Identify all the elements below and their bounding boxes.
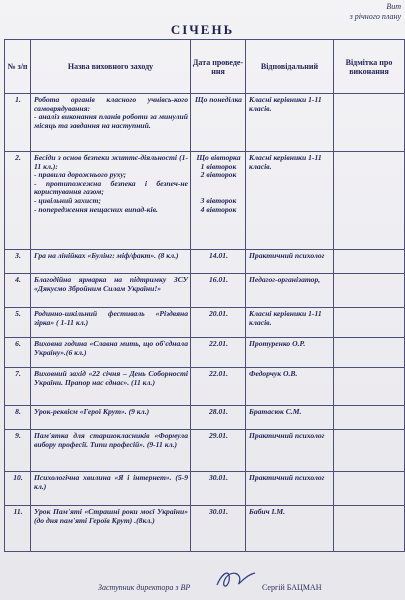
row-event: Благодійна ярмарка на підтримку ЗСУ «Дякуємо Збройним Силам України!» — [31, 274, 191, 308]
table-row — [5, 308, 405, 338]
row-responsible: Класні керівники 1-11 класів. — [246, 152, 334, 250]
corner-note-line-2: з річного плану — [349, 12, 401, 21]
row-mark — [334, 94, 405, 152]
table-row — [5, 506, 405, 552]
row-responsible: Протуренко О.Р. — [246, 338, 334, 368]
row-date: 22.01. — [191, 368, 246, 406]
row-mark — [334, 472, 405, 506]
row-number: 5. — [5, 308, 31, 338]
row-mark — [334, 406, 405, 430]
table-row — [5, 430, 405, 472]
row-responsible: Практичний психолог — [246, 472, 334, 506]
row-number: 7. — [5, 368, 31, 406]
row-mark — [334, 506, 405, 552]
row-event: Урок Пам'яті «Страшні роки моєї України» (до дня пам'яті Героїв Крут) .(8кл.) — [31, 506, 191, 552]
row-number: 11. — [5, 506, 31, 552]
row-responsible: Федорчук О.В. — [246, 368, 334, 406]
row-date: 28.01. — [191, 406, 246, 430]
row-mark — [334, 274, 405, 308]
row-mark — [334, 250, 405, 274]
row-event: Гра на лінійках «Булінг: міф/факт». (8 кл.) — [31, 250, 191, 274]
row-responsible: Практичний психолог — [246, 250, 334, 274]
table-row — [5, 472, 405, 506]
signature-title: Заступник директора з ВР — [98, 583, 191, 592]
col-header-date: Дата проведе-ння — [191, 40, 246, 94]
table-row — [5, 274, 405, 308]
corner-note — [350, 2, 401, 22]
row-date: 20.01. — [191, 308, 246, 338]
row-mark — [334, 338, 405, 368]
col-header-responsible: Відповідальний — [246, 40, 334, 94]
col-header-number: № з/п — [5, 40, 31, 94]
signature-scribble-icon — [213, 567, 259, 593]
row-responsible: Практичний психолог — [246, 430, 334, 472]
row-responsible: Класні керівники 1-11 класів. — [246, 308, 334, 338]
row-date: Що понеділка — [191, 94, 246, 152]
table-row — [5, 94, 405, 152]
row-date: 29.01. — [191, 430, 246, 472]
row-event: Бесіди з основ безпеки життє-діяльності (1-11 кл.): - правила дорожнього руху; - протипожежна безпека і безпеч-не користування газом; - цивільний захист; - попередження нещасних випад-ків. — [31, 152, 191, 250]
month-title: СІЧЕНЬ — [170, 22, 235, 37]
row-mark — [334, 368, 405, 406]
row-event: Робота органів класного учнівсь-кого самоврядування: - аналіз виконання планів роботи за минулий місяць та завдання на наступний. — [31, 94, 191, 152]
row-mark — [334, 430, 405, 472]
row-event: Виховний захід «22 січня – День Соборності України. Прапор нас єднає». (11 кл.) — [31, 368, 191, 406]
row-number: 10. — [5, 472, 31, 506]
row-event: Родинно-шкільний фестиваль «Різдвяна зірка» ( 1-11 кл.) — [31, 308, 191, 338]
row-mark — [334, 152, 405, 250]
row-date: 30.01. — [191, 472, 246, 506]
row-date: 14.01. — [191, 250, 246, 274]
table-row — [5, 152, 405, 250]
row-responsible: Педагог-організатор, — [246, 274, 334, 308]
row-mark — [334, 308, 405, 338]
signature-name: Сергій БАЦМАН — [262, 583, 322, 592]
events-table — [4, 39, 405, 552]
row-number: 1. — [5, 94, 31, 152]
col-header-event: Назва виховного заходу — [31, 40, 191, 94]
row-number: 6. — [5, 338, 31, 368]
row-event: Виховна година «Славна мить, що об'єднала Україну».(6 кл.) — [31, 338, 191, 368]
row-responsible: Класні керівники 1-11 класів. — [246, 94, 334, 152]
row-number: 2. — [5, 152, 31, 250]
row-date: Що вівторка 1 вівторок 2 вівторок 3 вівторок 4 вівторок — [191, 152, 246, 250]
row-number: 8. — [5, 406, 31, 430]
row-date: 22.01. — [191, 338, 246, 368]
row-event: Пам'ятка для старшокласників «Формула вибору професії. Типи професій». (9-11 кл.) — [31, 430, 191, 472]
row-responsible: Бабич І.М. — [246, 506, 334, 552]
table-row — [5, 338, 405, 368]
row-number: 4. — [5, 274, 31, 308]
table-row — [5, 406, 405, 430]
row-responsible: Братасюк С.М. — [246, 406, 334, 430]
table-row — [5, 368, 405, 406]
row-event: Урок-реквієм «Герої Крут». (9 кл.) — [31, 406, 191, 430]
col-header-mark: Відмітка про виконання — [334, 40, 405, 94]
row-event: Психологічна хвилина «Я і інтернет». (5-9 кл.) — [31, 472, 191, 506]
corner-note-line-1: Вит — [386, 2, 401, 11]
row-number: 3. — [5, 250, 31, 274]
table-header-row — [5, 40, 405, 94]
row-number: 9. — [5, 430, 31, 472]
table-row — [5, 250, 405, 274]
row-date: 16.01. — [191, 274, 246, 308]
row-date: 30.01. — [191, 506, 246, 552]
